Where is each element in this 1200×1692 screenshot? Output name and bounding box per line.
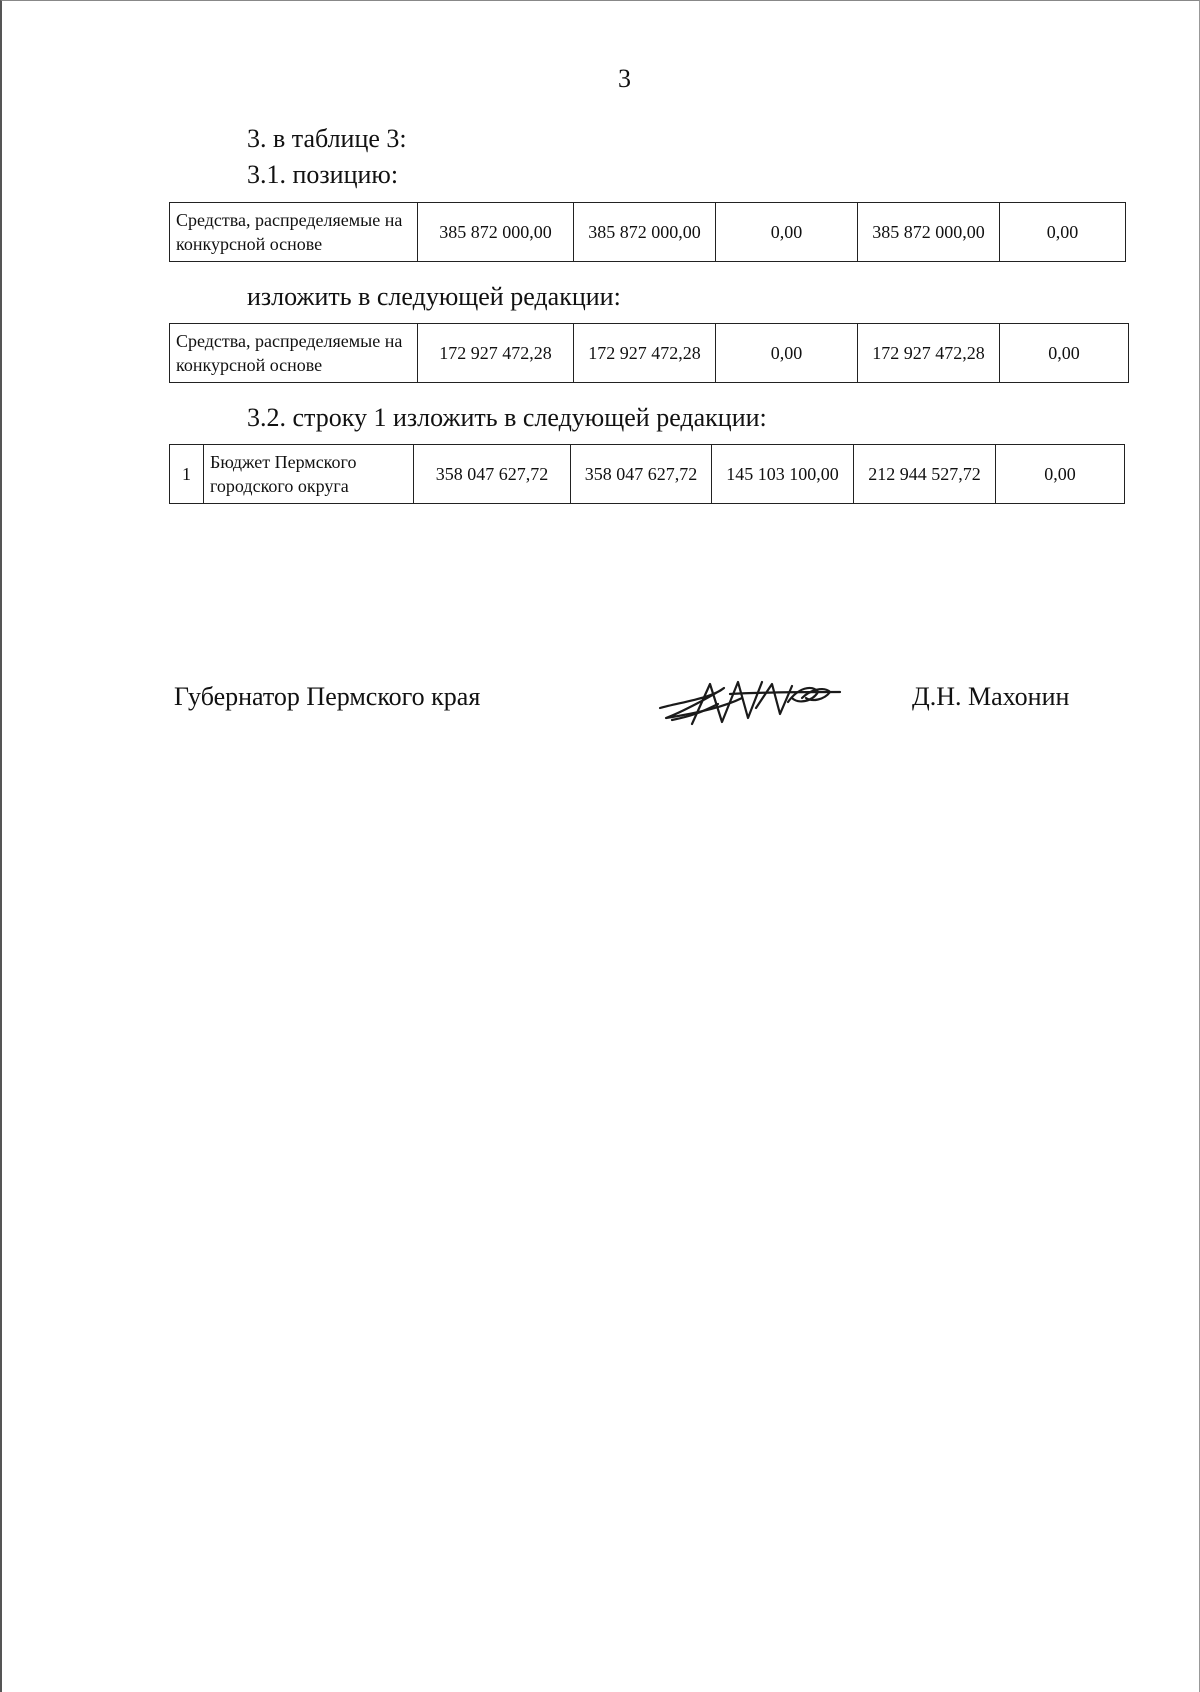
paragraph-new-edition: изложить в следующей редакции: (247, 282, 621, 311)
page-number: 3 (618, 64, 631, 93)
value-cell: 385 872 000,00 (858, 203, 1000, 262)
table-new-position (169, 323, 1129, 383)
value-cell: 358 047 627,72 (571, 445, 712, 504)
value-cell: 172 927 472,28 (418, 324, 574, 383)
table-row (170, 445, 1125, 504)
table-row-1 (169, 444, 1125, 504)
handwritten-signature (652, 668, 842, 730)
signatory-name: Д.Н. Махонин (912, 682, 1070, 711)
value-cell: 0,00 (716, 203, 858, 262)
value-cell: 385 872 000,00 (574, 203, 716, 262)
row-name-cell: Бюджет Пермского городского округа (204, 445, 414, 504)
table-row (170, 203, 1126, 262)
paragraph-position: 3.1. позицию: (247, 160, 399, 189)
value-cell: 385 872 000,00 (418, 203, 574, 262)
value-cell: 0,00 (1000, 203, 1126, 262)
value-cell: 358 047 627,72 (414, 445, 571, 504)
row-name-cell: Средства, распределяемые на конкурсной основе (170, 324, 418, 383)
paragraph-table-3: 3. в таблице 3: (247, 124, 407, 153)
row-name-cell: Средства, распределяемые на конкурсной основе (170, 203, 418, 262)
value-cell: 145 103 100,00 (712, 445, 854, 504)
value-cell: 212 944 527,72 (854, 445, 996, 504)
value-cell: 0,00 (716, 324, 858, 383)
value-cell: 0,00 (1000, 324, 1129, 383)
table-old-position (169, 202, 1126, 262)
value-cell: 172 927 472,28 (574, 324, 716, 383)
signatory-title: Губернатор Пермского края (174, 682, 481, 711)
table-row (170, 324, 1129, 383)
value-cell: 0,00 (996, 445, 1125, 504)
row-index-cell: 1 (170, 445, 204, 504)
value-cell: 172 927 472,28 (858, 324, 1000, 383)
paragraph-row-1: 3.2. строку 1 изложить в следующей редакции: (247, 403, 767, 432)
